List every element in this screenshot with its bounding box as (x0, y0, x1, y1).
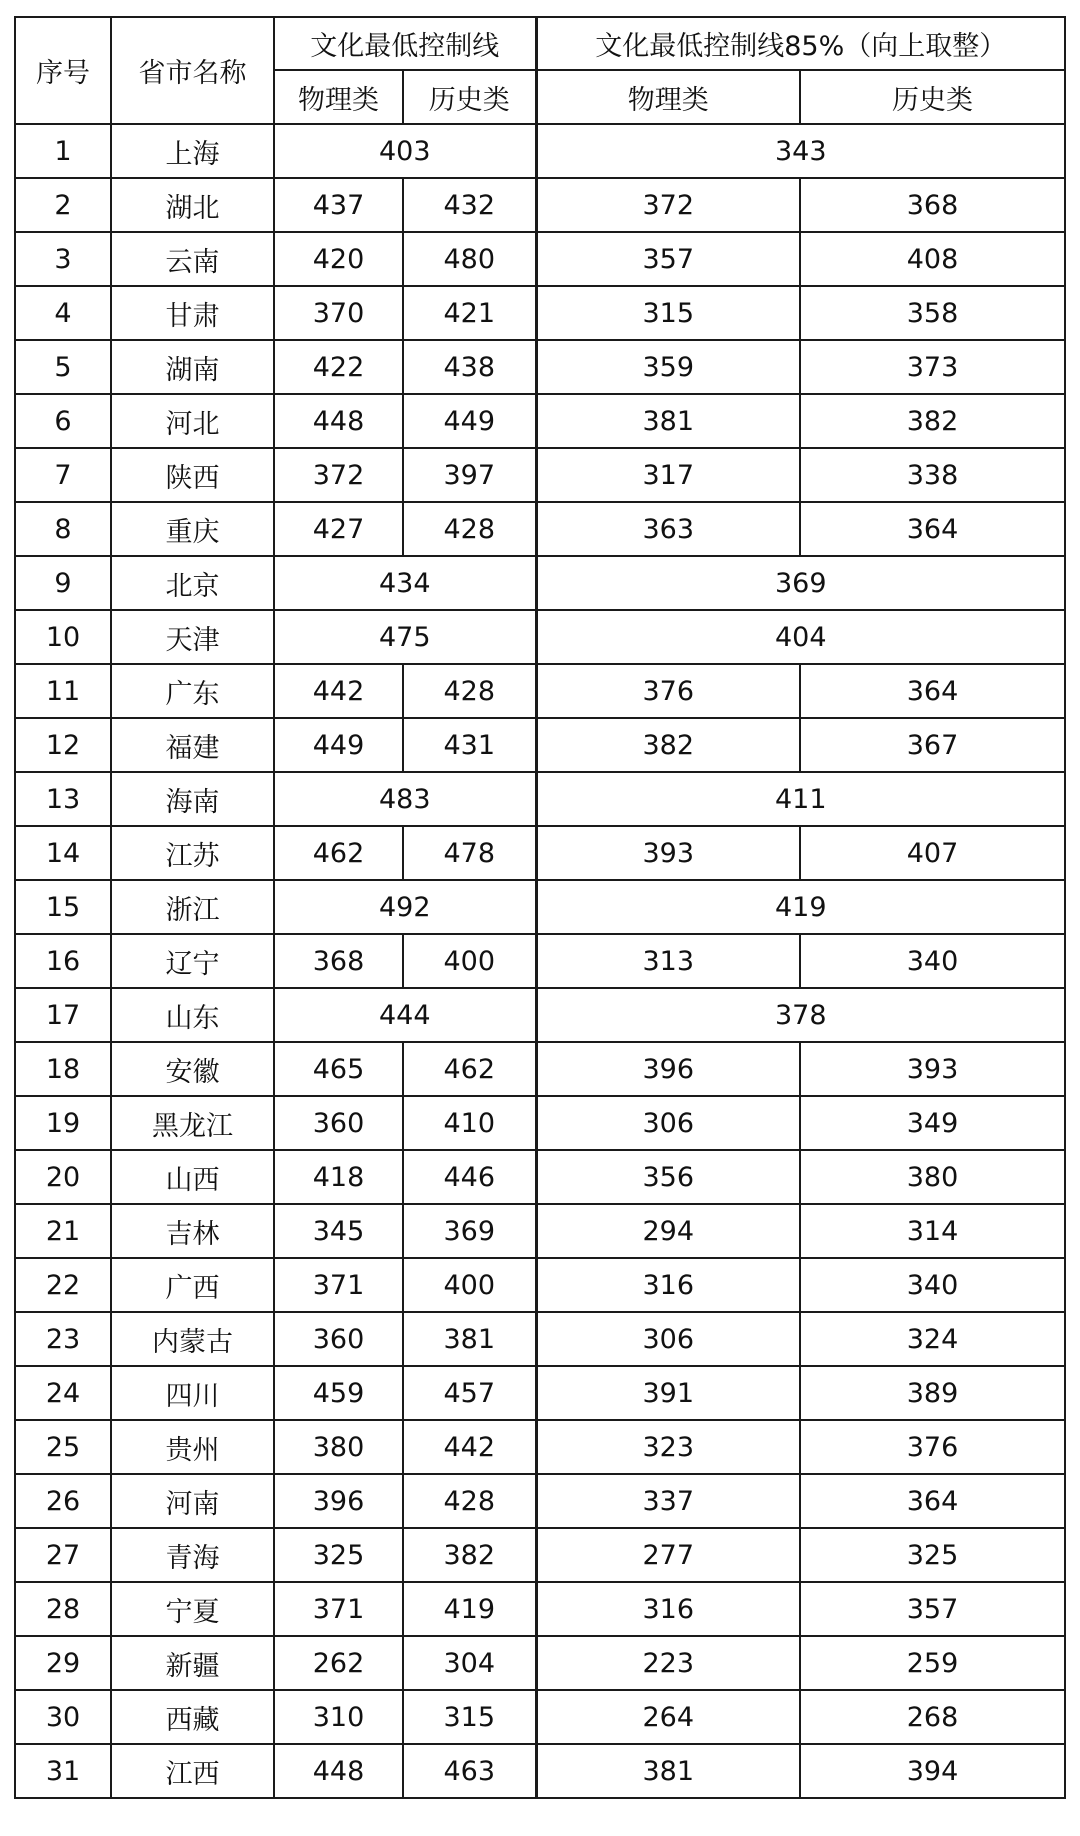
cell-province: 天津 (111, 610, 274, 664)
cell-province: 四川 (111, 1366, 274, 1420)
cell-physics-85: 316 (536, 1582, 800, 1636)
table-row (15, 1150, 1065, 1204)
cell-province: 湖南 (111, 340, 274, 394)
cell-province: 新疆 (111, 1636, 274, 1690)
cell-province: 云南 (111, 232, 274, 286)
cell-province: 北京 (111, 556, 274, 610)
table-row (15, 610, 1065, 664)
cell-province: 陕西 (111, 448, 274, 502)
cell-physics-85: 393 (536, 826, 800, 880)
cell-cutoff-85-combined: 378 (536, 988, 1065, 1042)
cell-province: 甘肃 (111, 286, 274, 340)
cell-history-85: 268 (800, 1690, 1065, 1744)
cell-physics: 437 (274, 178, 403, 232)
cell-history-85: 357 (800, 1582, 1065, 1636)
cell-physics: 396 (274, 1474, 403, 1528)
cell-history-85: 382 (800, 394, 1065, 448)
cell-cutoff-85-combined: 369 (536, 556, 1065, 610)
cell-physics: 427 (274, 502, 403, 556)
cell-index: 29 (15, 1636, 111, 1690)
table-row (15, 1636, 1065, 1690)
cell-physics-85: 337 (536, 1474, 800, 1528)
cell-physics-85: 376 (536, 664, 800, 718)
header-physics-85: 物理类 (536, 70, 800, 124)
cell-history-85: 314 (800, 1204, 1065, 1258)
cell-index: 3 (15, 232, 111, 286)
score-table (14, 16, 1066, 1799)
cell-history: 463 (403, 1744, 536, 1798)
cell-history-85: 394 (800, 1744, 1065, 1798)
cell-physics: 449 (274, 718, 403, 772)
cell-index: 4 (15, 286, 111, 340)
header-group-85: 文化最低控制线85%（向上取整） (536, 17, 1065, 70)
cell-history-85: 367 (800, 718, 1065, 772)
cell-province: 青海 (111, 1528, 274, 1582)
cell-physics-85: 306 (536, 1312, 800, 1366)
cell-history: 478 (403, 826, 536, 880)
cell-history: 446 (403, 1150, 536, 1204)
table-row (15, 1204, 1065, 1258)
cell-index: 24 (15, 1366, 111, 1420)
header-history-85: 历史类 (800, 70, 1065, 124)
cell-history-85: 324 (800, 1312, 1065, 1366)
cell-index: 8 (15, 502, 111, 556)
cell-province: 广东 (111, 664, 274, 718)
table-row (15, 448, 1065, 502)
cell-index: 16 (15, 934, 111, 988)
cell-province: 山西 (111, 1150, 274, 1204)
table-row (15, 1042, 1065, 1096)
cell-physics: 422 (274, 340, 403, 394)
cell-physics: 420 (274, 232, 403, 286)
table-body (15, 124, 1065, 1798)
cell-index: 7 (15, 448, 111, 502)
cell-physics-85: 277 (536, 1528, 800, 1582)
cell-physics-85: 372 (536, 178, 800, 232)
cell-history-85: 338 (800, 448, 1065, 502)
cell-physics-85: 315 (536, 286, 800, 340)
cell-history: 428 (403, 1474, 536, 1528)
table-row (15, 502, 1065, 556)
cell-physics-85: 317 (536, 448, 800, 502)
cell-province: 山东 (111, 988, 274, 1042)
table-row (15, 1690, 1065, 1744)
cell-physics: 462 (274, 826, 403, 880)
table-row (15, 394, 1065, 448)
table-row (15, 988, 1065, 1042)
cell-physics-85: 323 (536, 1420, 800, 1474)
cell-province: 内蒙古 (111, 1312, 274, 1366)
cell-province: 江苏 (111, 826, 274, 880)
cell-cutoff-85-combined: 343 (536, 124, 1065, 178)
cell-province: 河南 (111, 1474, 274, 1528)
cell-physics: 360 (274, 1096, 403, 1150)
cell-index: 22 (15, 1258, 111, 1312)
cell-history-85: 340 (800, 1258, 1065, 1312)
cell-index: 2 (15, 178, 111, 232)
cell-physics: 442 (274, 664, 403, 718)
cell-index: 31 (15, 1744, 111, 1798)
cell-history-85: 325 (800, 1528, 1065, 1582)
table-row (15, 1258, 1065, 1312)
cell-history: 381 (403, 1312, 536, 1366)
cell-history-85: 358 (800, 286, 1065, 340)
cell-history: 397 (403, 448, 536, 502)
table-row (15, 1096, 1065, 1150)
cell-physics: 448 (274, 1744, 403, 1798)
cell-province: 安徽 (111, 1042, 274, 1096)
table-row (15, 1528, 1065, 1582)
cell-index: 28 (15, 1582, 111, 1636)
cell-index: 15 (15, 880, 111, 934)
cell-index: 1 (15, 124, 111, 178)
cell-history: 419 (403, 1582, 536, 1636)
cell-physics-85: 316 (536, 1258, 800, 1312)
cell-index: 13 (15, 772, 111, 826)
cell-index: 12 (15, 718, 111, 772)
cell-physics-85: 356 (536, 1150, 800, 1204)
table-row (15, 178, 1065, 232)
table-row (15, 232, 1065, 286)
table-row (15, 772, 1065, 826)
cell-province: 吉林 (111, 1204, 274, 1258)
cell-province: 黑龙江 (111, 1096, 274, 1150)
cell-physics: 418 (274, 1150, 403, 1204)
cell-province: 宁夏 (111, 1582, 274, 1636)
cell-physics: 372 (274, 448, 403, 502)
cell-physics-85: 381 (536, 1744, 800, 1798)
cell-history-85: 373 (800, 340, 1065, 394)
cell-province: 福建 (111, 718, 274, 772)
cell-cutoff-combined: 492 (274, 880, 536, 934)
cell-history: 304 (403, 1636, 536, 1690)
cell-physics-85: 264 (536, 1690, 800, 1744)
cell-index: 11 (15, 664, 111, 718)
cell-physics-85: 359 (536, 340, 800, 394)
cell-physics-85: 391 (536, 1366, 800, 1420)
cell-province: 广西 (111, 1258, 274, 1312)
cell-physics-85: 381 (536, 394, 800, 448)
cell-history: 480 (403, 232, 536, 286)
cell-index: 26 (15, 1474, 111, 1528)
cell-history-85: 380 (800, 1150, 1065, 1204)
table-row (15, 718, 1065, 772)
cell-physics: 465 (274, 1042, 403, 1096)
cell-index: 14 (15, 826, 111, 880)
table-row (15, 934, 1065, 988)
header-row-1 (15, 17, 1065, 70)
cell-province: 重庆 (111, 502, 274, 556)
cell-index: 21 (15, 1204, 111, 1258)
cell-history: 382 (403, 1528, 536, 1582)
cell-index: 23 (15, 1312, 111, 1366)
cell-history-85: 393 (800, 1042, 1065, 1096)
cell-physics-85: 313 (536, 934, 800, 988)
cell-index: 20 (15, 1150, 111, 1204)
cell-physics: 370 (274, 286, 403, 340)
cell-index: 5 (15, 340, 111, 394)
table-row (15, 1366, 1065, 1420)
table-row (15, 340, 1065, 394)
cell-physics-85: 306 (536, 1096, 800, 1150)
cell-physics-85: 396 (536, 1042, 800, 1096)
cell-index: 9 (15, 556, 111, 610)
cell-index: 6 (15, 394, 111, 448)
cell-index: 27 (15, 1528, 111, 1582)
cell-history: 421 (403, 286, 536, 340)
table-row (15, 880, 1065, 934)
cell-history: 428 (403, 664, 536, 718)
cell-cutoff-85-combined: 411 (536, 772, 1065, 826)
cell-history: 449 (403, 394, 536, 448)
cell-history: 369 (403, 1204, 536, 1258)
cell-physics: 310 (274, 1690, 403, 1744)
cell-physics: 368 (274, 934, 403, 988)
cell-physics: 371 (274, 1582, 403, 1636)
table-row (15, 556, 1065, 610)
header-index: 序号 (15, 17, 111, 124)
cell-physics: 325 (274, 1528, 403, 1582)
header-physics: 物理类 (274, 70, 403, 124)
table-row (15, 1474, 1065, 1528)
cell-history-85: 376 (800, 1420, 1065, 1474)
cell-index: 25 (15, 1420, 111, 1474)
cell-history: 442 (403, 1420, 536, 1474)
cell-province: 辽宁 (111, 934, 274, 988)
cell-cutoff-combined: 444 (274, 988, 536, 1042)
cell-history-85: 364 (800, 1474, 1065, 1528)
table-row (15, 124, 1065, 178)
cell-index: 30 (15, 1690, 111, 1744)
cell-physics-85: 223 (536, 1636, 800, 1690)
cell-history-85: 349 (800, 1096, 1065, 1150)
cell-history-85: 389 (800, 1366, 1065, 1420)
cell-history: 428 (403, 502, 536, 556)
cell-physics: 345 (274, 1204, 403, 1258)
cell-history: 410 (403, 1096, 536, 1150)
cell-history-85: 340 (800, 934, 1065, 988)
score-table-sheet (14, 16, 1064, 1822)
cell-physics-85: 294 (536, 1204, 800, 1258)
cell-cutoff-combined: 475 (274, 610, 536, 664)
cell-history: 431 (403, 718, 536, 772)
cell-cutoff-combined: 434 (274, 556, 536, 610)
cell-province: 湖北 (111, 178, 274, 232)
table-row (15, 1312, 1065, 1366)
cell-physics-85: 363 (536, 502, 800, 556)
cell-province: 贵州 (111, 1420, 274, 1474)
cell-history-85: 368 (800, 178, 1065, 232)
header-province: 省市名称 (111, 17, 274, 124)
cell-cutoff-85-combined: 419 (536, 880, 1065, 934)
cell-history-85: 364 (800, 664, 1065, 718)
cell-physics: 360 (274, 1312, 403, 1366)
cell-history: 400 (403, 1258, 536, 1312)
cell-province: 海南 (111, 772, 274, 826)
cell-province: 上海 (111, 124, 274, 178)
cell-history: 462 (403, 1042, 536, 1096)
header-group-cutoff: 文化最低控制线 (274, 17, 536, 70)
cell-history: 400 (403, 934, 536, 988)
cell-physics: 380 (274, 1420, 403, 1474)
cell-physics: 459 (274, 1366, 403, 1420)
cell-index: 19 (15, 1096, 111, 1150)
cell-history-85: 407 (800, 826, 1065, 880)
cell-province: 江西 (111, 1744, 274, 1798)
cell-province: 浙江 (111, 880, 274, 934)
cell-history-85: 408 (800, 232, 1065, 286)
cell-cutoff-combined: 403 (274, 124, 536, 178)
cell-index: 18 (15, 1042, 111, 1096)
cell-history: 315 (403, 1690, 536, 1744)
table-row (15, 1420, 1065, 1474)
cell-province: 河北 (111, 394, 274, 448)
table-row (15, 826, 1065, 880)
cell-index: 10 (15, 610, 111, 664)
cell-province: 西藏 (111, 1690, 274, 1744)
table-row (15, 664, 1065, 718)
table-row (15, 1582, 1065, 1636)
cell-history: 457 (403, 1366, 536, 1420)
cell-history: 438 (403, 340, 536, 394)
cell-cutoff-85-combined: 404 (536, 610, 1065, 664)
cell-index: 17 (15, 988, 111, 1042)
table-row (15, 286, 1065, 340)
cell-history-85: 364 (800, 502, 1065, 556)
header-history: 历史类 (403, 70, 536, 124)
table-row (15, 1744, 1065, 1798)
cell-physics-85: 357 (536, 232, 800, 286)
cell-cutoff-combined: 483 (274, 772, 536, 826)
cell-physics: 262 (274, 1636, 403, 1690)
cell-history: 432 (403, 178, 536, 232)
cell-physics: 371 (274, 1258, 403, 1312)
cell-history-85: 259 (800, 1636, 1065, 1690)
cell-physics: 448 (274, 394, 403, 448)
cell-physics-85: 382 (536, 718, 800, 772)
